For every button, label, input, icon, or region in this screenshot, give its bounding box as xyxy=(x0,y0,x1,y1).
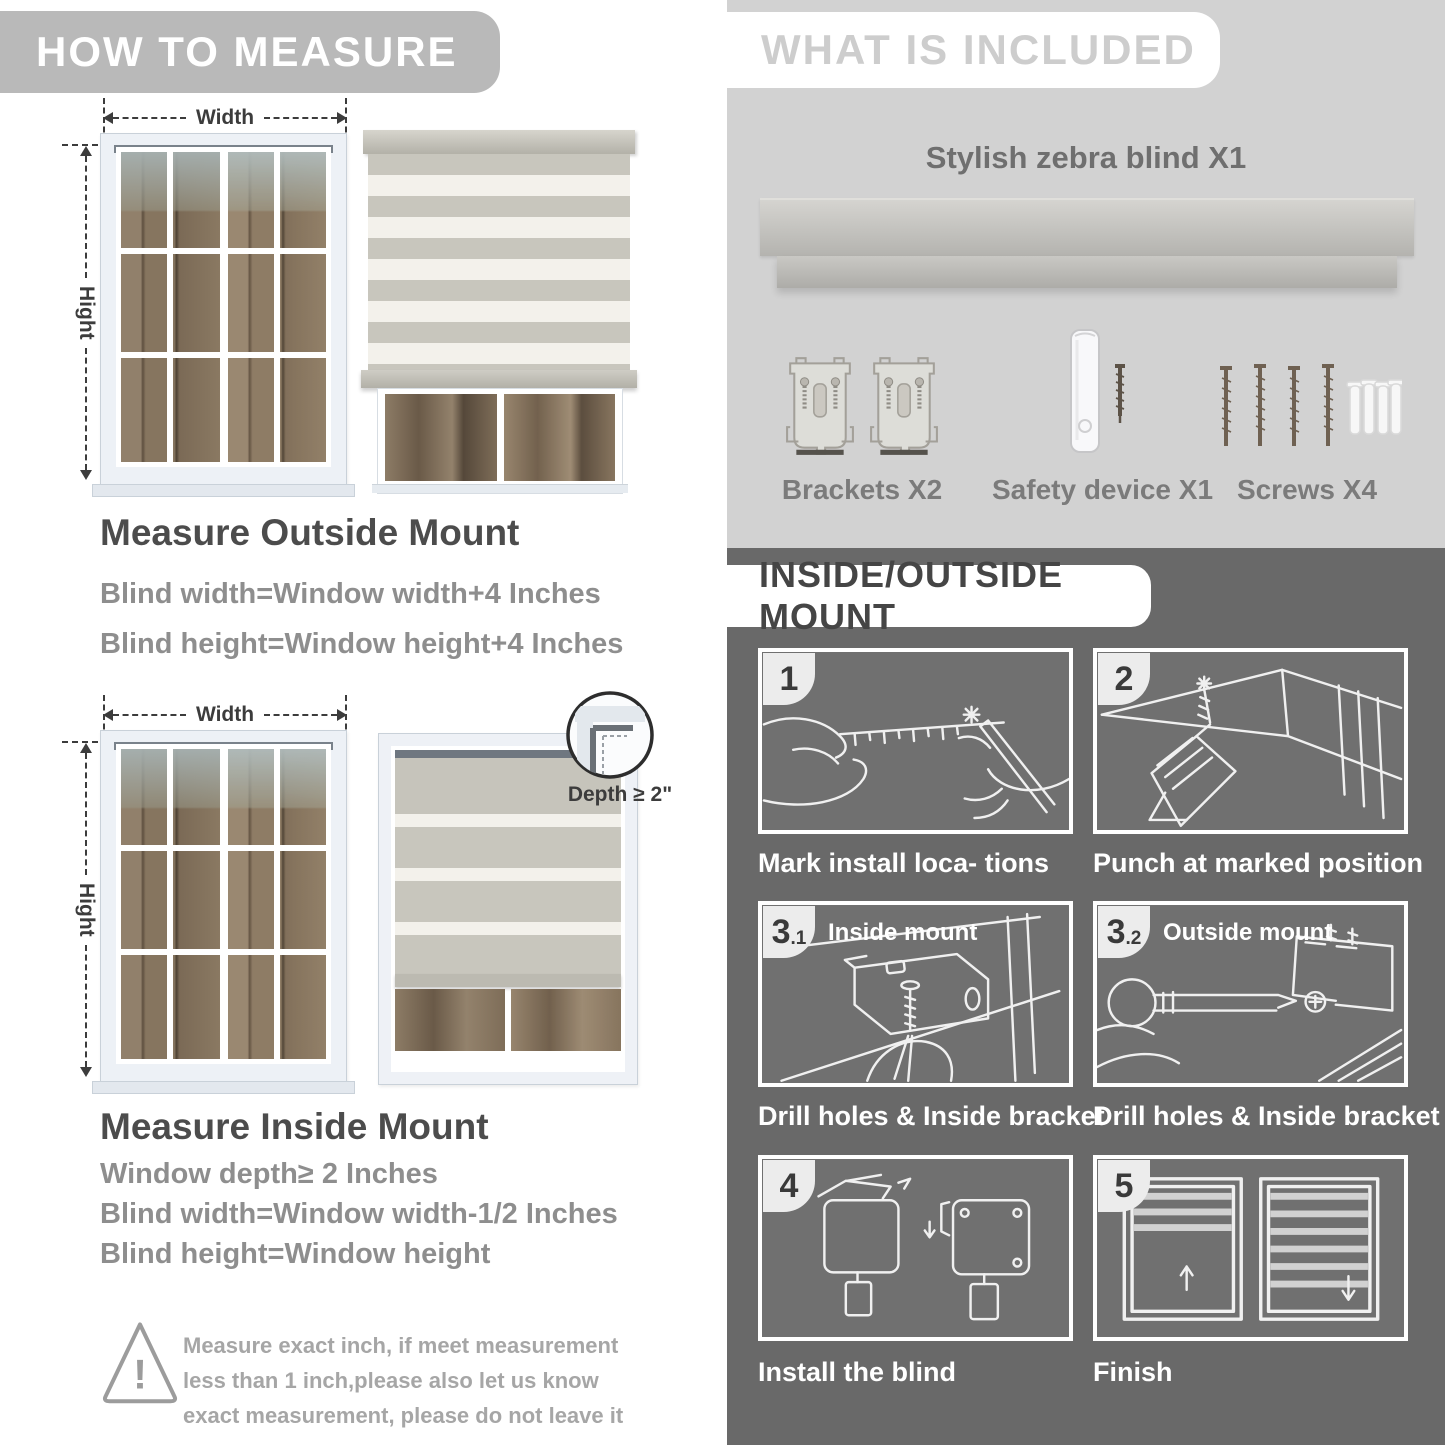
window-sash xyxy=(121,749,220,1059)
measurement-warning-text: Measure exact inch, if meet measurement less than 1 inch,please also let us know exact measurement, please do not leave it xyxy=(183,1333,624,1429)
height-label: Hight xyxy=(75,286,98,340)
window-sill xyxy=(92,1081,355,1094)
what-is-included-banner xyxy=(727,12,1220,88)
mount-banner xyxy=(727,554,1151,637)
step-3-1-title: Inside mount xyxy=(828,919,978,946)
blind-striped-body xyxy=(368,154,630,370)
screws-label: Screws X4 xyxy=(1236,474,1378,505)
height-measure-arrow-outside xyxy=(74,146,98,480)
arrow-down-icon xyxy=(80,1067,92,1077)
blind-striped-body xyxy=(395,814,621,974)
step-3-2-badge: 3 .2 xyxy=(1098,906,1150,958)
item-safety-device xyxy=(992,326,1214,506)
what-is-included-title: WHAT IS INCLUDED xyxy=(761,26,1196,73)
outside-mount-heading: Measure Outside Mount xyxy=(100,512,520,553)
step-3-2-caption: Drill holes & Inside bracket xyxy=(1093,1101,1440,1131)
inside-depth-formula: Window depth≥ 2 Inches xyxy=(100,1158,438,1190)
depth-magnifier xyxy=(563,688,657,782)
inside-mount-heading: Measure Inside Mount xyxy=(100,1106,489,1147)
safety-device-label: Safety device X1 xyxy=(992,474,1214,505)
window-sash xyxy=(121,152,220,462)
outside-width-formula: Blind width=Window width+4 Inches xyxy=(100,578,601,610)
blind-headrail xyxy=(363,130,635,154)
how-to-measure-title: HOW TO MEASURE xyxy=(36,28,458,75)
window-sill xyxy=(372,484,628,493)
outside-height-formula: Blind height=Window height+4 Inches xyxy=(100,628,624,660)
magnifier-corner-detail-icon xyxy=(563,688,657,782)
blind-bottom-rail xyxy=(361,370,637,388)
step-2-image xyxy=(1093,648,1408,834)
width-label: Width xyxy=(195,703,255,726)
window-below-blind xyxy=(395,989,621,1051)
step-4-image xyxy=(758,1155,1073,1341)
brackets-label: Brackets X2 xyxy=(781,474,943,505)
window-photo-inside-mount xyxy=(100,730,347,1082)
step-3-2-title: Outside mount xyxy=(1163,919,1333,946)
item-screws xyxy=(1207,352,1407,506)
window-sash xyxy=(228,749,327,1059)
how-to-measure-banner xyxy=(0,11,500,93)
product-name: Stylish zebra blind X1 xyxy=(925,140,1247,175)
step-2-badge: 2 xyxy=(1098,653,1150,705)
arrow-down-icon xyxy=(80,470,92,480)
safety-device-icon xyxy=(1037,326,1147,460)
arrow-up-icon xyxy=(80,743,92,753)
what-is-included-panel xyxy=(727,0,1445,548)
step-3-1-badge: 3 .1 xyxy=(763,906,815,958)
blind-headrail-image xyxy=(760,198,1414,256)
width-measure-arrow-inside xyxy=(103,703,347,727)
height-label: Hight xyxy=(75,883,98,937)
mount-title: INSIDE/OUTSIDE MOUNT xyxy=(759,554,1064,637)
step-5-caption: Finish xyxy=(1093,1357,1173,1387)
width-measure-arrow-outside xyxy=(103,106,347,130)
step-1-badge: 1 xyxy=(763,653,815,705)
blind-bottomrail-image xyxy=(777,256,1397,288)
step-4-badge: 4 xyxy=(763,1160,815,1212)
step-3-1-caption: Drill holes & Inside bracket xyxy=(758,1101,1105,1131)
item-brackets xyxy=(762,338,962,506)
screws-icon xyxy=(1212,360,1402,460)
step-3-2-image xyxy=(1093,901,1408,1087)
window-sash xyxy=(228,152,327,462)
mount-instructions-panel xyxy=(727,548,1445,1445)
window-below-blind xyxy=(377,388,623,494)
zebra-blind-outside-mount xyxy=(363,130,635,494)
step-4-caption: Install the blind xyxy=(758,1357,957,1387)
bracket-icon xyxy=(868,350,940,460)
window-photo-outside-mount xyxy=(100,133,347,485)
exclamation-glyph: ! xyxy=(133,1350,147,1398)
step-3-1-image xyxy=(758,901,1073,1087)
bracket-icon xyxy=(784,350,856,460)
step-5-badge: 5 xyxy=(1098,1160,1150,1212)
depth-requirement-label: Depth ≥ 2" xyxy=(567,783,673,806)
inside-height-formula: Blind height=Window height xyxy=(100,1238,491,1270)
step-5-image xyxy=(1093,1155,1408,1341)
step-1-image xyxy=(758,648,1073,834)
window-sill xyxy=(92,484,355,497)
blind-bottom-rail xyxy=(395,974,621,987)
step-2-caption: Punch at marked position xyxy=(1093,848,1424,878)
arrow-up-icon xyxy=(80,146,92,156)
width-label: Width xyxy=(195,106,255,129)
height-measure-arrow-inside xyxy=(74,743,98,1077)
inside-width-formula: Blind width=Window width-1/2 Inches xyxy=(100,1198,618,1230)
warning-triangle-icon xyxy=(100,1318,180,1406)
step-1-caption: Mark install loca- tions xyxy=(758,848,1050,878)
